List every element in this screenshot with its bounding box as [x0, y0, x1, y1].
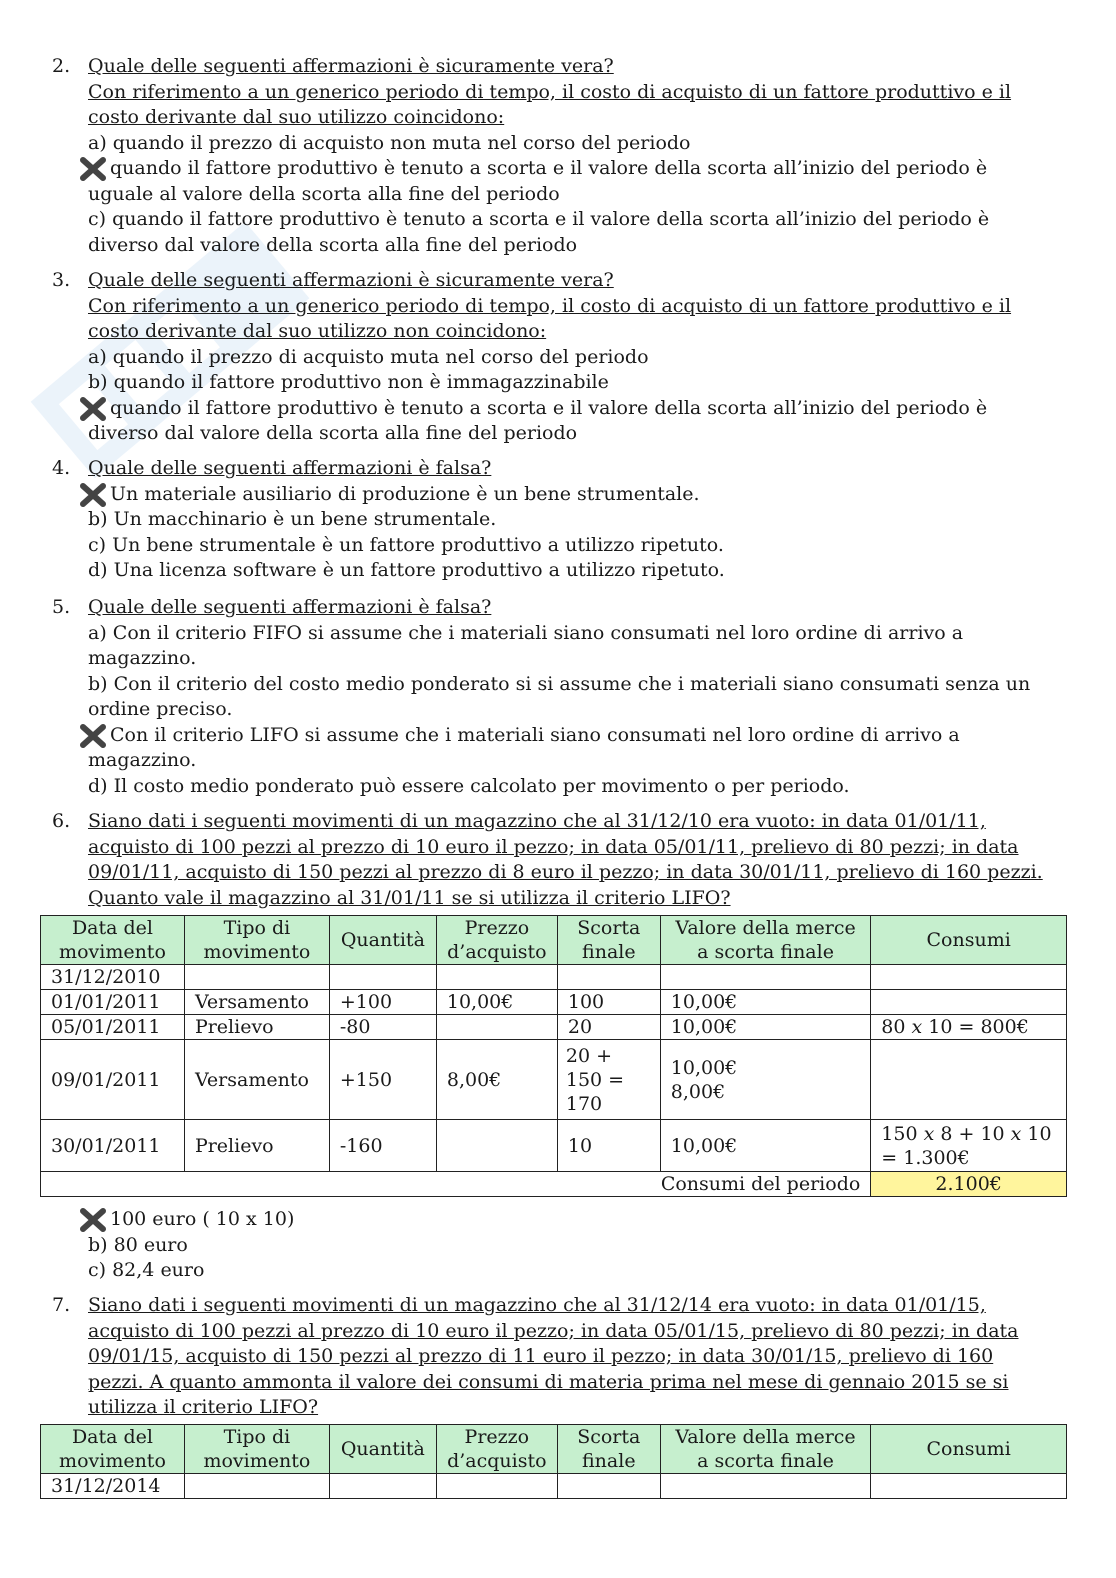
cell-date: 05/01/2011: [41, 1015, 185, 1040]
question-6-answers: [52, 1207, 1062, 1284]
answer-b-cont: ordine preciso.: [88, 698, 233, 720]
answer-d: d) Una licenza software è un fattore produttivo a utilizzo ripetuto.: [88, 559, 725, 581]
answer-c-cont: diverso dal valore della scorta alla fine del periodo: [88, 233, 578, 256]
answer-a: a) quando il prezzo di acquisto muta nel corso del periodo: [88, 345, 649, 368]
question-number: 2.: [52, 55, 71, 77]
answer-text: quando il fattore produttivo è tenuto a scorta e il valore della scorta all’inizio del periodo è: [110, 396, 988, 419]
question-number: 5.: [52, 596, 71, 618]
question-text: Siano dati i seguenti movimenti di un magazzino che al 31/12/14 era vuoto: in data 01/01/15,: [88, 1294, 986, 1316]
answer-b: b) 80 euro: [88, 1233, 188, 1256]
cell-consumption: 150 𝑥 8 + 10 𝑥 10 = 1.300€: [871, 1120, 1067, 1172]
answer-b: b) Un macchinario è un bene strumentale.: [88, 508, 497, 530]
header-date: Data del movimento: [41, 1425, 185, 1474]
answer-b-cont: uguale al valore della scorta alla fine del periodo: [88, 182, 560, 205]
cell-value: 10,00€ 8,00€: [660, 1040, 871, 1120]
header-date: Data del movimento: [41, 916, 185, 965]
check-x-icon: [80, 397, 106, 421]
total-label: Consumi del periodo: [41, 1172, 871, 1197]
table-row: [41, 1040, 1067, 1120]
question-text: Quanto vale il magazzino al 31/01/11 se si utilizza il criterio LIFO?: [88, 886, 731, 909]
cell-quantity: -160: [329, 1120, 436, 1172]
table-header-row: [41, 1425, 1067, 1474]
question-5: [52, 595, 1062, 799]
question-6: [52, 809, 1062, 911]
cell-price: 10,00€: [436, 990, 557, 1015]
answer-a: a) quando il prezzo di acquisto non muta nel corso del periodo: [88, 131, 691, 154]
header-quantity: Quantità: [329, 916, 436, 965]
question-number: 6.: [52, 810, 71, 832]
cell-quantity: +150: [329, 1040, 436, 1120]
answer-c: [88, 396, 1062, 422]
question-text: Siano dati i seguenti movimenti di un magazzino che al 31/12/10 era vuoto: in data 01/01/11,: [88, 810, 986, 832]
cell-date: 09/01/2011: [41, 1040, 185, 1120]
cell-quantity: -80: [329, 1015, 436, 1040]
header-stock: Scorta finale: [557, 1425, 660, 1474]
header-consumption: Consumi: [871, 1425, 1067, 1474]
answer-c: [88, 723, 1062, 749]
question-2: [52, 54, 1062, 258]
answer-a: a) Con il criterio FIFO si assume che i materiali siano consumati nel loro ordine di arrivo a: [88, 621, 964, 644]
question-number: 3.: [52, 269, 71, 291]
check-x-icon: [80, 157, 106, 181]
answer-text: Con il criterio LIFO si assume che i materiali siano consumati nel loro ordine di arrivo a: [110, 723, 960, 746]
check-x-icon: [80, 724, 106, 748]
header-consumption: Consumi: [871, 916, 1067, 965]
header-quantity: Quantità: [329, 1425, 436, 1474]
table-total-row: [41, 1172, 1067, 1197]
question-title: Quale delle seguenti affermazioni è sicuramente vera?: [88, 55, 614, 77]
cell-value: 10,00€: [660, 990, 871, 1015]
question-title: Quale delle seguenti affermazioni è falsa?: [88, 596, 492, 618]
header-value: Valore della merce a scorta finale: [660, 916, 871, 965]
header-type: Tipo di movimento: [184, 916, 329, 965]
question-text: acquisto di 100 pezzi al prezzo di 10 euro il pezzo; in data 05/01/11, prelievo di 80 pezzi; in data: [88, 835, 1019, 858]
table-header-row: [41, 916, 1067, 965]
cell-consumption: 80 𝑥 10 = 800€: [871, 1015, 1067, 1040]
cell-date: 01/01/2011: [41, 990, 185, 1015]
header-type: Tipo di movimento: [184, 1425, 329, 1474]
question-stem: costo derivante dal suo utilizzo coincidono:: [88, 106, 505, 128]
table-row: [41, 1474, 1067, 1499]
cell-price: 8,00€: [436, 1040, 557, 1120]
check-x-icon: [80, 483, 106, 507]
total-value: 2.100€: [871, 1172, 1067, 1197]
answer-c: c) quando il fattore produttivo è tenuto a scorta e il valore della scorta all’inizio del periodo è: [88, 208, 990, 230]
answer-text: quando il fattore produttivo è tenuto a scorta e il valore della scorta all’inizio del periodo è: [110, 157, 988, 179]
cell-date: 30/01/2011: [41, 1120, 185, 1172]
cell-value: 10,00€: [660, 1120, 871, 1172]
header-price: Prezzo d’acquisto: [436, 1425, 557, 1474]
question-text: 09/01/11, acquisto di 150 pezzi al prezzo di 8 euro il pezzo; in data 30/01/11, prelievo di 160 pezzi.: [88, 861, 1043, 883]
cell-value: 10,00€: [660, 1015, 871, 1040]
movements-table-q6: [40, 915, 1067, 1197]
table-row: [41, 1120, 1067, 1172]
question-3: [52, 268, 1062, 447]
question-4: [52, 456, 1062, 584]
question-stem: Con riferimento a un generico periodo di tempo, il costo di acquisto di un fattore produttivo e il: [88, 80, 1012, 103]
table-row: [41, 990, 1067, 1015]
movements-table-q7: [40, 1424, 1067, 1499]
question-text: utilizza il criterio LIFO?: [88, 1396, 319, 1418]
header-stock: Scorta finale: [557, 916, 660, 965]
question-stem: costo derivante dal suo utilizzo non coincidono:: [88, 320, 547, 342]
table-row: [41, 965, 1067, 990]
question-text: acquisto di 100 pezzi al prezzo di 10 euro il pezzo; in data 05/01/15, prelievo di 80 pezzi; in data: [88, 1319, 1019, 1342]
answer-c-cont: diverso dal valore della scorta alla fine del periodo: [88, 422, 578, 444]
cell-date: 31/12/2010: [41, 965, 185, 990]
question-text: pezzi. A quanto ammonta il valore dei consumi di materia prima nel mese di gennaio 2015 se si: [88, 1370, 1009, 1393]
answer-text: 100 euro ( 10 x 10): [110, 1208, 295, 1230]
cell-type: Versamento: [184, 1040, 329, 1120]
answer-c: c) Un bene strumentale è un fattore produttivo a utilizzo ripetuto.: [88, 533, 724, 556]
question-number: 4.: [52, 457, 71, 479]
cell-quantity: +100: [329, 990, 436, 1015]
answer-b: [88, 156, 1062, 182]
answer-a-cont: magazzino.: [88, 647, 197, 669]
header-value: Valore della merce a scorta finale: [660, 1425, 871, 1474]
answer-b: b) quando il fattore produttivo non è immagazzinabile: [88, 371, 609, 393]
cell-stock: 10: [557, 1120, 660, 1172]
cell-type: Prelievo: [184, 1120, 329, 1172]
cell-type: Versamento: [184, 990, 329, 1015]
table-row: [41, 1015, 1067, 1040]
check-x-icon: [80, 1208, 106, 1232]
answer-text: Un materiale ausiliario di produzione è un bene strumentale.: [110, 482, 700, 505]
answer-c: c) 82,4 euro: [88, 1259, 205, 1281]
question-number: 7.: [52, 1294, 71, 1316]
question-title: Quale delle seguenti affermazioni è falsa?: [88, 457, 492, 479]
question-stem: Con riferimento a un generico periodo di tempo, il costo di acquisto di un fattore produttivo e il: [88, 294, 1012, 317]
question-text: 09/01/15, acquisto di 150 pezzi al prezzo di 11 euro il pezzo; in data 30/01/15, prelievo di 160: [88, 1345, 994, 1367]
answer-a: [88, 482, 1062, 508]
answer-c-cont: magazzino.: [88, 749, 197, 771]
question-7: [52, 1293, 1062, 1421]
question-title: Quale delle seguenti affermazioni è sicuramente vera?: [88, 269, 614, 291]
answer-b: b) Con il criterio del costo medio ponderato si si assume che i materiali siano consumati senza un: [88, 672, 1031, 695]
cell-stock: 20 + 150 = 170: [557, 1040, 660, 1120]
cell-date: 31/12/2014: [41, 1474, 185, 1499]
cell-stock: 20: [557, 1015, 660, 1040]
answer-a: [88, 1207, 1062, 1233]
answer-d: d) Il costo medio ponderato può essere calcolato per movimento o per periodo.: [88, 774, 850, 797]
cell-stock: 100: [557, 990, 660, 1015]
cell-type: Prelievo: [184, 1015, 329, 1040]
header-price: Prezzo d’acquisto: [436, 916, 557, 965]
